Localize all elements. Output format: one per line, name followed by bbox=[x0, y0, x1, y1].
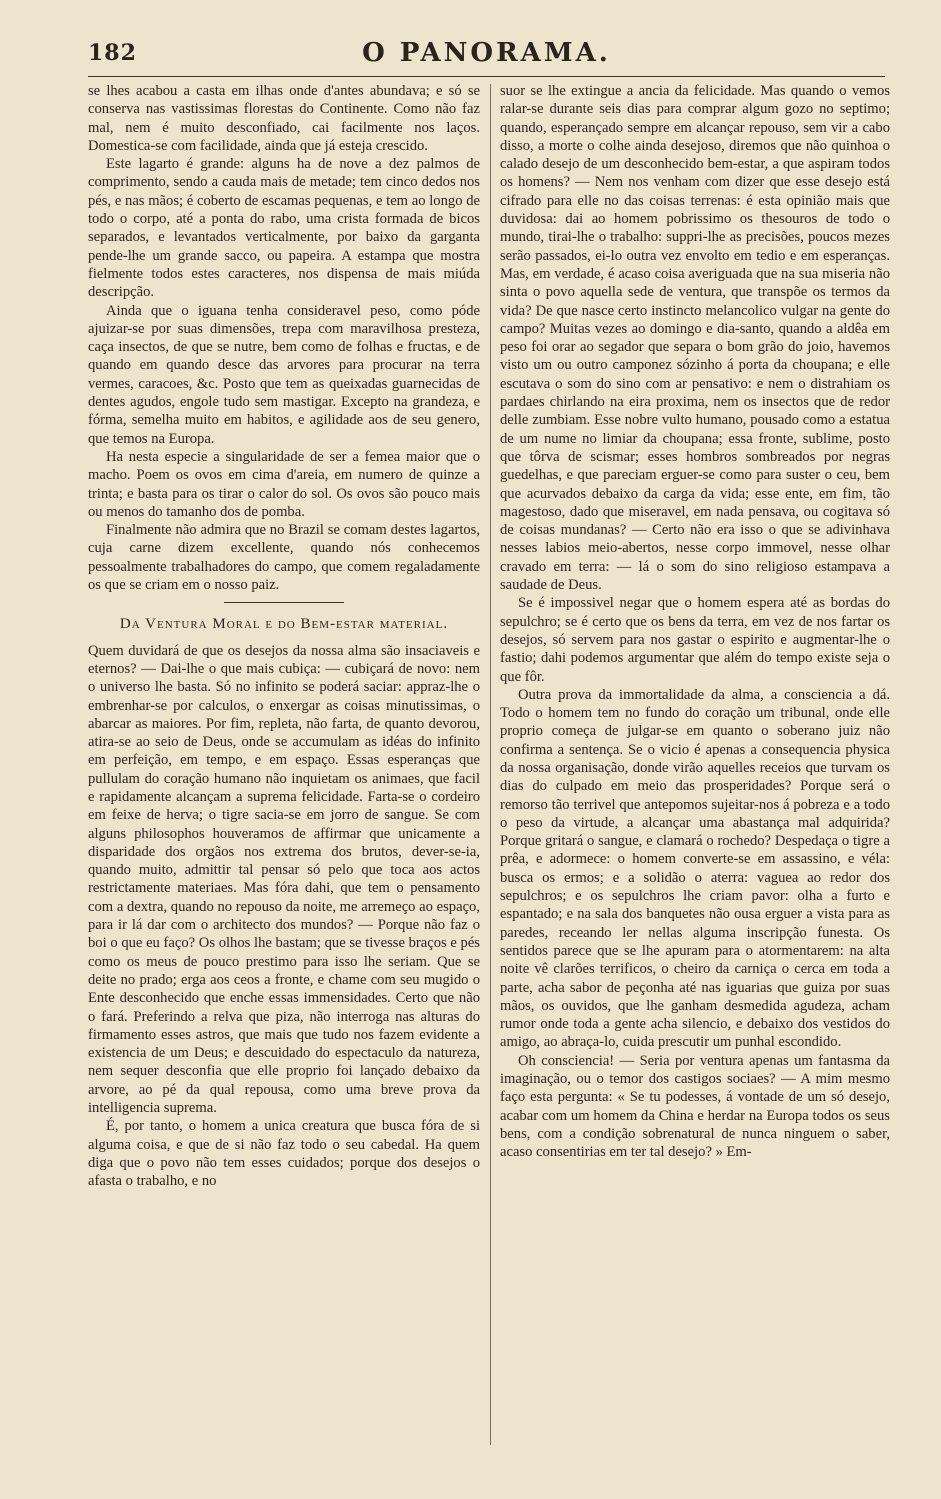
paragraph: Quem duvidará de que os desejos da nossa alma são insaciaveis e eternos? — Dai-lhe o que mais cubiça: — cubiçará de novo: nem o universo lhe basta. Só no infinito se poderá saciar: appraz-lhe o embrenhar-se por calculos, o enxergar as coisas minutissimas, o abarcar as maiores. Por fim, repleta, não farta, de quanto devorou, atira-se ao seio de Deus, onde se accumulam as idéas do infinito em perfeição, em tempo, e em espaço. Essas esperanças que pullulam do coração humano não inquietam os animaes, que facil e rapidamente alcançam a suprema felicidade. Farta-se o cordeiro em feixe de herva; o tigre sacia-se em jorro de sangue. Se com alguns philosophos houveramos de affirmar que unicamente a disparidade dos orgãos nos extrema dos brutos, dever-se-ia, quando muito, admittir tal pensar só pelo que toca aos actos restrictamente materiaes. Mas fóra dahi, que tem o pensamento com a dextra, quando no repouso da noite, me arremeço ao espaço, para ir lá dar com o architecto dos mundos? — Porque não faz o boi o que eu faço? Os olhos lhe bastam; que se tivesse braços e pés como os meus de pouco prestimo para isso lhe seriam. Que se deite no prado; erga aos ceos a fronte, e chame com seu mugido o Ente desconhecido que enche essas immensidades. Certo que não o fará. Preferindo a relva que piza, não interroga nas alturas do firmamento esses astros, que mais que tudo nos fazem evidente a existencia de um Deus; e descuidado do espectaculo da natureza, nem sequer desconfia que elle proprio foi lançado debaixo da arvore, ao pé da qual repousa, como uma breve prova da intelligencia suprema. bbox=[88, 642, 480, 1117]
left-paragraphs-after bbox=[88, 642, 480, 1191]
right-column bbox=[500, 82, 890, 1459]
paragraph: Oh consciencia! — Seria por ventura apenas um fantasma da imaginação, ou o temor dos castigos sociaes? — A mim mesmo faço esta pergunta: « Se tu podesses, á vontade de um só desejo, acabar com um homem da China e herdar na Europa todos os seus bens, com a condição sobrenatural de nunca ninguem o saber, acaso consentirias em ter tal desejo? » Em- bbox=[500, 1052, 890, 1161]
paragraph: Finalmente não admira que no Brazil se comam destes lagartos, cuja carne dizem excellente, quando nós conhecemos pessoalmente trabalhadores do campo, que comem regaladamente os que se criam em o nosso paiz. bbox=[88, 522, 480, 594]
section-rule bbox=[224, 602, 344, 603]
journal-title: O PANORAMA. bbox=[362, 38, 611, 68]
paragraph: suor se lhe extingue a ancia da felicidade. Mas quando o vemos ralar-se durante seis dias para comprar algum gozo no septimo; quando, esperançado sempre em alcançar repouso, sem vir a cabo disso, a morte o colhe ainda desejoso, diremos que não quinhoa o calado desejo de um desconhecido bem-estar, a que aspiram todos os homens? — Nem nos venham com dizer que esse desejo está cifrado para elle no das coisas terrenas: é esta opinião mais que duvidosa: dai ao homem pobrissimo os thesouros de todo o mundo, tirai-lhe o trabalho: suppri-lhe as precisões, poucos mezes serão passados, ei-lo outra vez envolto em tedio e em esperanças. Mas, em verdade, é acaso coisa averiguada que na sua miseria não sinta o povo aquella sede de ventura, que transpõe os termos da vida? De que nasce certo instincto melancolico vulgar na gente do campo? Muitas vezes ao domingo e dia-santo, quando a aldêa em peso foi orar ao segador que separa o bom grão do joio, havemos visto um ou outro camponez sózinho á porta da choupana; e elle escutava o som do sino com ar pensativo: e nem o distrahiam os pardaes chirlando na eira proxima, nem os insectos que de redor delle zumbiam. Esse nobre vulto humano, pousado como a estatua de um nume no limiar da choupana; essa fronte, sublime, posto que tôrva de scismar; esses hombros sombreados por negras guedelhas, e que pareciam erguer-se como para suster o ceu, bem que acurvados debaixo da carga da vida; esse ente, em fim, tão magestoso, dado que miseravel, em nada pensava, ou cogitava só de coisas mundanas? — Certo não era isso o que se adivinhava nesses labios meio-abertos, nesse corpo immovel, nesse olhar cravado em terra: — lá o som do sino religioso estampava a saudade de Deus. bbox=[500, 83, 890, 594]
paragraph: Este lagarto é grande: alguns ha de nove a dez palmos de comprimento, sendo a cauda mais de metade; tem cinco dedos nos pés, e nas mãos; é coberto de escamas pequenas, e tem ao longo de todo o corpo, até a ponta do rabo, uma crista formada de bicos separados, e levantados verticalmente, por baixo da garganta pende-lhe um grande sacco, ou papeira. A estampa que mostra fielmente todos estes caracteres, nos dispensa de mais miúda descripção. bbox=[88, 156, 480, 301]
left-column bbox=[88, 82, 480, 1459]
paragraph: se lhes acabou a casta em ilhas onde d'antes abundava; e só se conserva nas vastissimas florestas do Continente. Como não faz mal, nem é muito desconfiado, cai facilmente nos laços. Domestica-se com facilidade, ainda que já esteja crescido. bbox=[88, 83, 480, 154]
column-divider bbox=[490, 84, 491, 1445]
paragraph: Outra prova da immortalidade da alma, a consciencia a dá. Todo o homem tem no fundo do coração um tribunal, onde elle proprio começa de julgar-se em quanto o soberano juiz não confirma a sentença. Se o vicio é apenas a consequencia physica da nossa organisação, donde virão aquelles receios que turvam os dias do culpado em meio das prosperidades? Porque será o remorso tão terrivel que antepomos sujeitar-nos á pobreza e a todo o peso da virtude, a alcançar uma abastança mal adquirida? Porque gritará o sangue, e clamará o rochedo? Despedaça o tigre a prêa, e adormece: o homem converte-se em assassino, e véla: busca os ermos; e a solidão o aterra: vaguea ao redor dos sepulchros; e os sepulchros lhe criam pavor: olha a furto e espantado; e na sala dos banquetes não ousa erguer a vista para as paredes, receando ler nellas alguma inscripção funesta. Os sentidos parece que se lhe apuram para o atormentarem: na alta noite vê clarões terrificos, o cheiro da carniça o cerca em toda a parte, acha sabor de peçonha até nas iguarias que guiza por suas mãos, os ouvidos, que lhe ganham desmedida agudeza, acham rumor onde toda a gente acha silencio, e debaixo dos vestidos do amigo, ao abraça-lo, cuida prescutir um punhal escondido. bbox=[500, 686, 890, 1051]
page-number: 182 bbox=[88, 40, 137, 66]
paragraph: Ha nesta especie a singularidade de ser a femea maior que o macho. Poem os ovos em cima d'areia, em numero de quinze a trinta; e basta para os tirar o calor do sol. Os ovos são pouco mais ou menos do tamanho dos de pomba. bbox=[88, 448, 480, 520]
paragraph: É, por tanto, o homem a unica creatura que busca fóra de si alguma coisa, e que de si não faz todo o seu cabedal. Ha quem diga que o povo não tem esses cuidados; porque dos desejos o afasta o trabalho, e no bbox=[88, 1118, 480, 1190]
right-paragraphs bbox=[500, 82, 890, 1162]
paragraph: Se é impossivel negar que o homem espera até as bordas do sepulchro; se é certo que os bens da terra, em vez de nos fartar os desejos, só servem para nos gastar o espirito e augmentar-lhe o fastio; dahi podemos argumentar que além do tempo existe seja o que fôr. bbox=[500, 595, 890, 685]
left-paragraphs-before bbox=[88, 82, 480, 594]
paragraph: Ainda que o iguana tenha consideravel peso, como póde ajuizar-se por suas dimensões, trepa com maravilhosa presteza, caça insectos, de que se nutre, bem como de folhas e fructas, e de quando em quando desce das arvores para procurar na terra vermes, caracoes, &c. Posto que tem as queixadas guarnecidas de dentes agudos, engole tudo sem mastigar. Excepto na grandeza, e fórma, semelha muito em habitos, e agilidade aos de seu genero, que temos na Europa. bbox=[88, 302, 480, 447]
article-heading: Da Ventura Moral e do Bem-estar material. bbox=[119, 616, 449, 633]
page-header bbox=[88, 36, 885, 77]
